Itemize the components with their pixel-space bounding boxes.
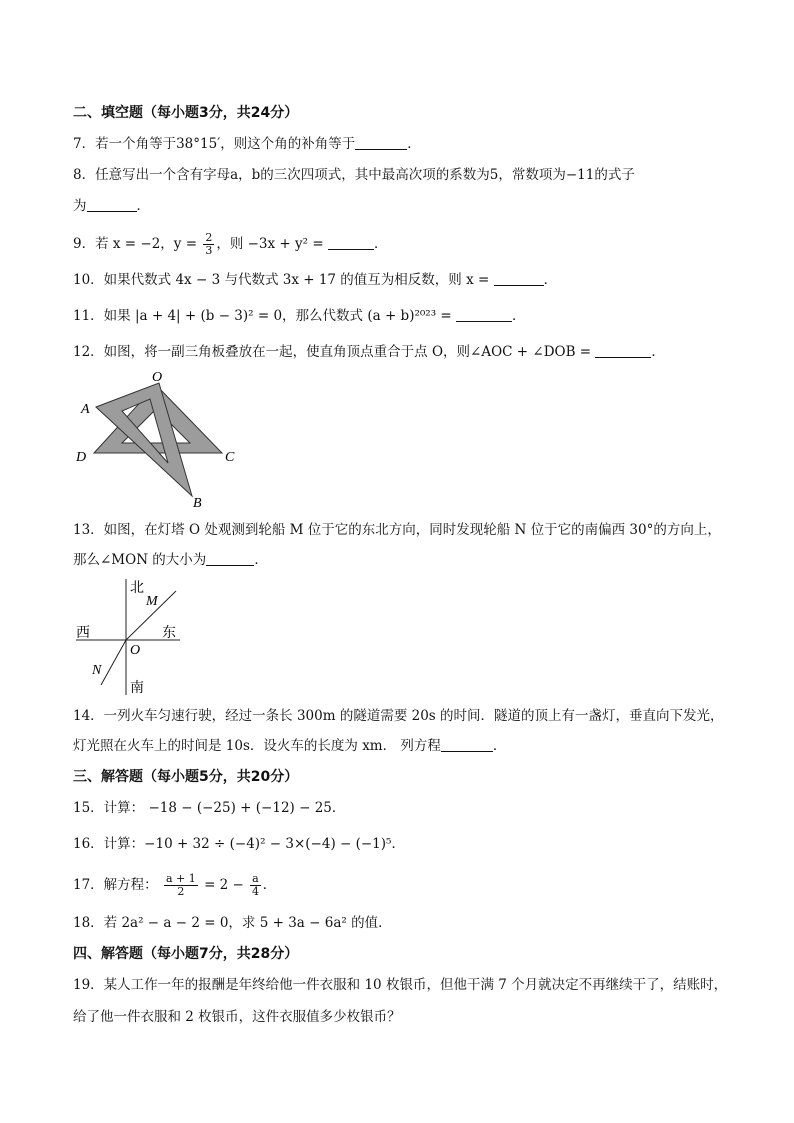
answer-blank <box>441 737 493 752</box>
question-11 <box>73 306 526 326</box>
q9-prefix: 9．若 x = −2，y = <box>73 236 198 252</box>
label-east: 东 <box>162 625 176 641</box>
answer-blank <box>206 551 254 566</box>
label-west: 西 <box>76 625 90 641</box>
label-N: N <box>92 663 102 678</box>
fraction-numerator: a <box>252 872 259 885</box>
question-9 <box>73 232 387 257</box>
question-16: 16．计算：−10 + 32 ÷ (−4)² − 3×(−4) − (−1)⁵． <box>73 836 405 852</box>
question-18: 18．若 2a² − a − 2 = 0，求 5 + 3a − 6a² 的值． <box>73 915 392 931</box>
fraction-numerator: 2 <box>205 231 213 244</box>
question-14-line1: 14．一列火车匀速行驶，经过一条长 300m 的隧道需要 20s 的时间．隧道的顶上有一盏灯，垂直向下发光， <box>73 708 724 724</box>
set-squares-figure <box>72 365 242 513</box>
fraction-rhs <box>250 873 261 898</box>
q14-text: 灯光照在火车上的时间是 10s．设火车的长度为 xm． 列方程 <box>73 738 441 754</box>
question-19-line1: 19．某人工作一年的报酬是年终给他一件衣服和 10 枚银币，但他干满 7 个月就决定不再继续干了，结账时， <box>73 977 728 993</box>
question-19-line2: 给了他一件衣服和 2 枚银币，这件衣服值多少枚银币？ <box>73 1009 401 1025</box>
fraction <box>203 232 214 257</box>
period: ． <box>262 877 277 893</box>
question-14-line2 <box>73 736 506 756</box>
answer-blank <box>87 197 137 212</box>
q17-mid: = 2 − <box>204 877 244 893</box>
period: ． <box>407 136 421 152</box>
q9-suffix: ，则 −3x + y² = <box>216 236 324 252</box>
period: ． <box>254 552 268 568</box>
label-north: 北 <box>130 580 144 596</box>
label-O: O <box>152 370 163 385</box>
question-8-line1: 8．任意写出一个含有字母a，b的三次四项式，其中最高次项的系数为5，常数项为−11的式子 <box>73 167 635 183</box>
q13-text: 那么∠MON 的大小为 <box>73 552 207 568</box>
period: ． <box>373 236 388 252</box>
q10-text: 10．如果代数式 4x − 3 与代数式 3x + 17 的值互为相反数，则 x = <box>73 272 490 288</box>
answer-blank <box>456 307 512 322</box>
question-15: 15．计算： −18 − (−25) + (−12) − 25． <box>73 800 346 816</box>
compass-figure <box>72 575 192 700</box>
section2-title: 二、填空题（每小题3分，共24分） <box>73 105 299 121</box>
question-7 <box>73 134 421 154</box>
answer-blank <box>328 235 374 250</box>
label-M: M <box>146 594 158 609</box>
period: ． <box>136 198 150 214</box>
label-D: D <box>76 450 87 465</box>
q7-text: 7．若一个角等于38°15′，则这个角的补角等于 <box>73 136 356 152</box>
section3-title: 三、解答题（每小题5分，共20分） <box>73 769 299 785</box>
fraction-lhs <box>164 873 198 898</box>
section4-title: 四、解答题（每小题7分，共28分） <box>73 946 299 962</box>
question-13-line1: 13．如图，在灯塔 O 处观测到轮船 M 位于它的东北方向，同时发现轮船 N 位于它的南偏西 30°的方向上， <box>73 522 721 538</box>
question-17 <box>73 873 276 898</box>
label-C: C <box>225 450 235 465</box>
period: ． <box>651 344 665 360</box>
question-8-line2 <box>73 196 150 216</box>
period: ． <box>543 272 558 288</box>
label-B: B <box>193 496 202 511</box>
ray-ON <box>101 640 126 685</box>
q17-prefix: 17．解方程： <box>73 877 158 893</box>
question-13-line2 <box>73 550 268 570</box>
fraction-denominator: 3 <box>205 244 213 257</box>
label-south: 南 <box>130 680 144 696</box>
fraction-numerator: a + 1 <box>165 872 196 885</box>
label-A: A <box>81 402 90 417</box>
answer-blank <box>595 343 651 358</box>
period: ． <box>492 738 507 754</box>
label-O: O <box>130 643 141 658</box>
answer-blank <box>355 135 407 150</box>
period: ． <box>512 308 526 324</box>
answer-blank <box>494 271 544 286</box>
fraction-denominator: 4 <box>251 885 259 898</box>
question-12 <box>73 342 665 362</box>
q11-text: 11．如果 |a + 4| + (b − 3)² = 0，那么代数式 (a + b)²⁰²³ = <box>73 308 452 324</box>
q8-text: 为 <box>73 198 87 214</box>
q12-text: 12．如图，将一副三角板叠放在一起，使直角顶点重合于点 O，则∠AOC + ∠DOB = <box>73 344 592 360</box>
question-10 <box>73 270 557 290</box>
fraction-denominator: 2 <box>177 885 185 898</box>
